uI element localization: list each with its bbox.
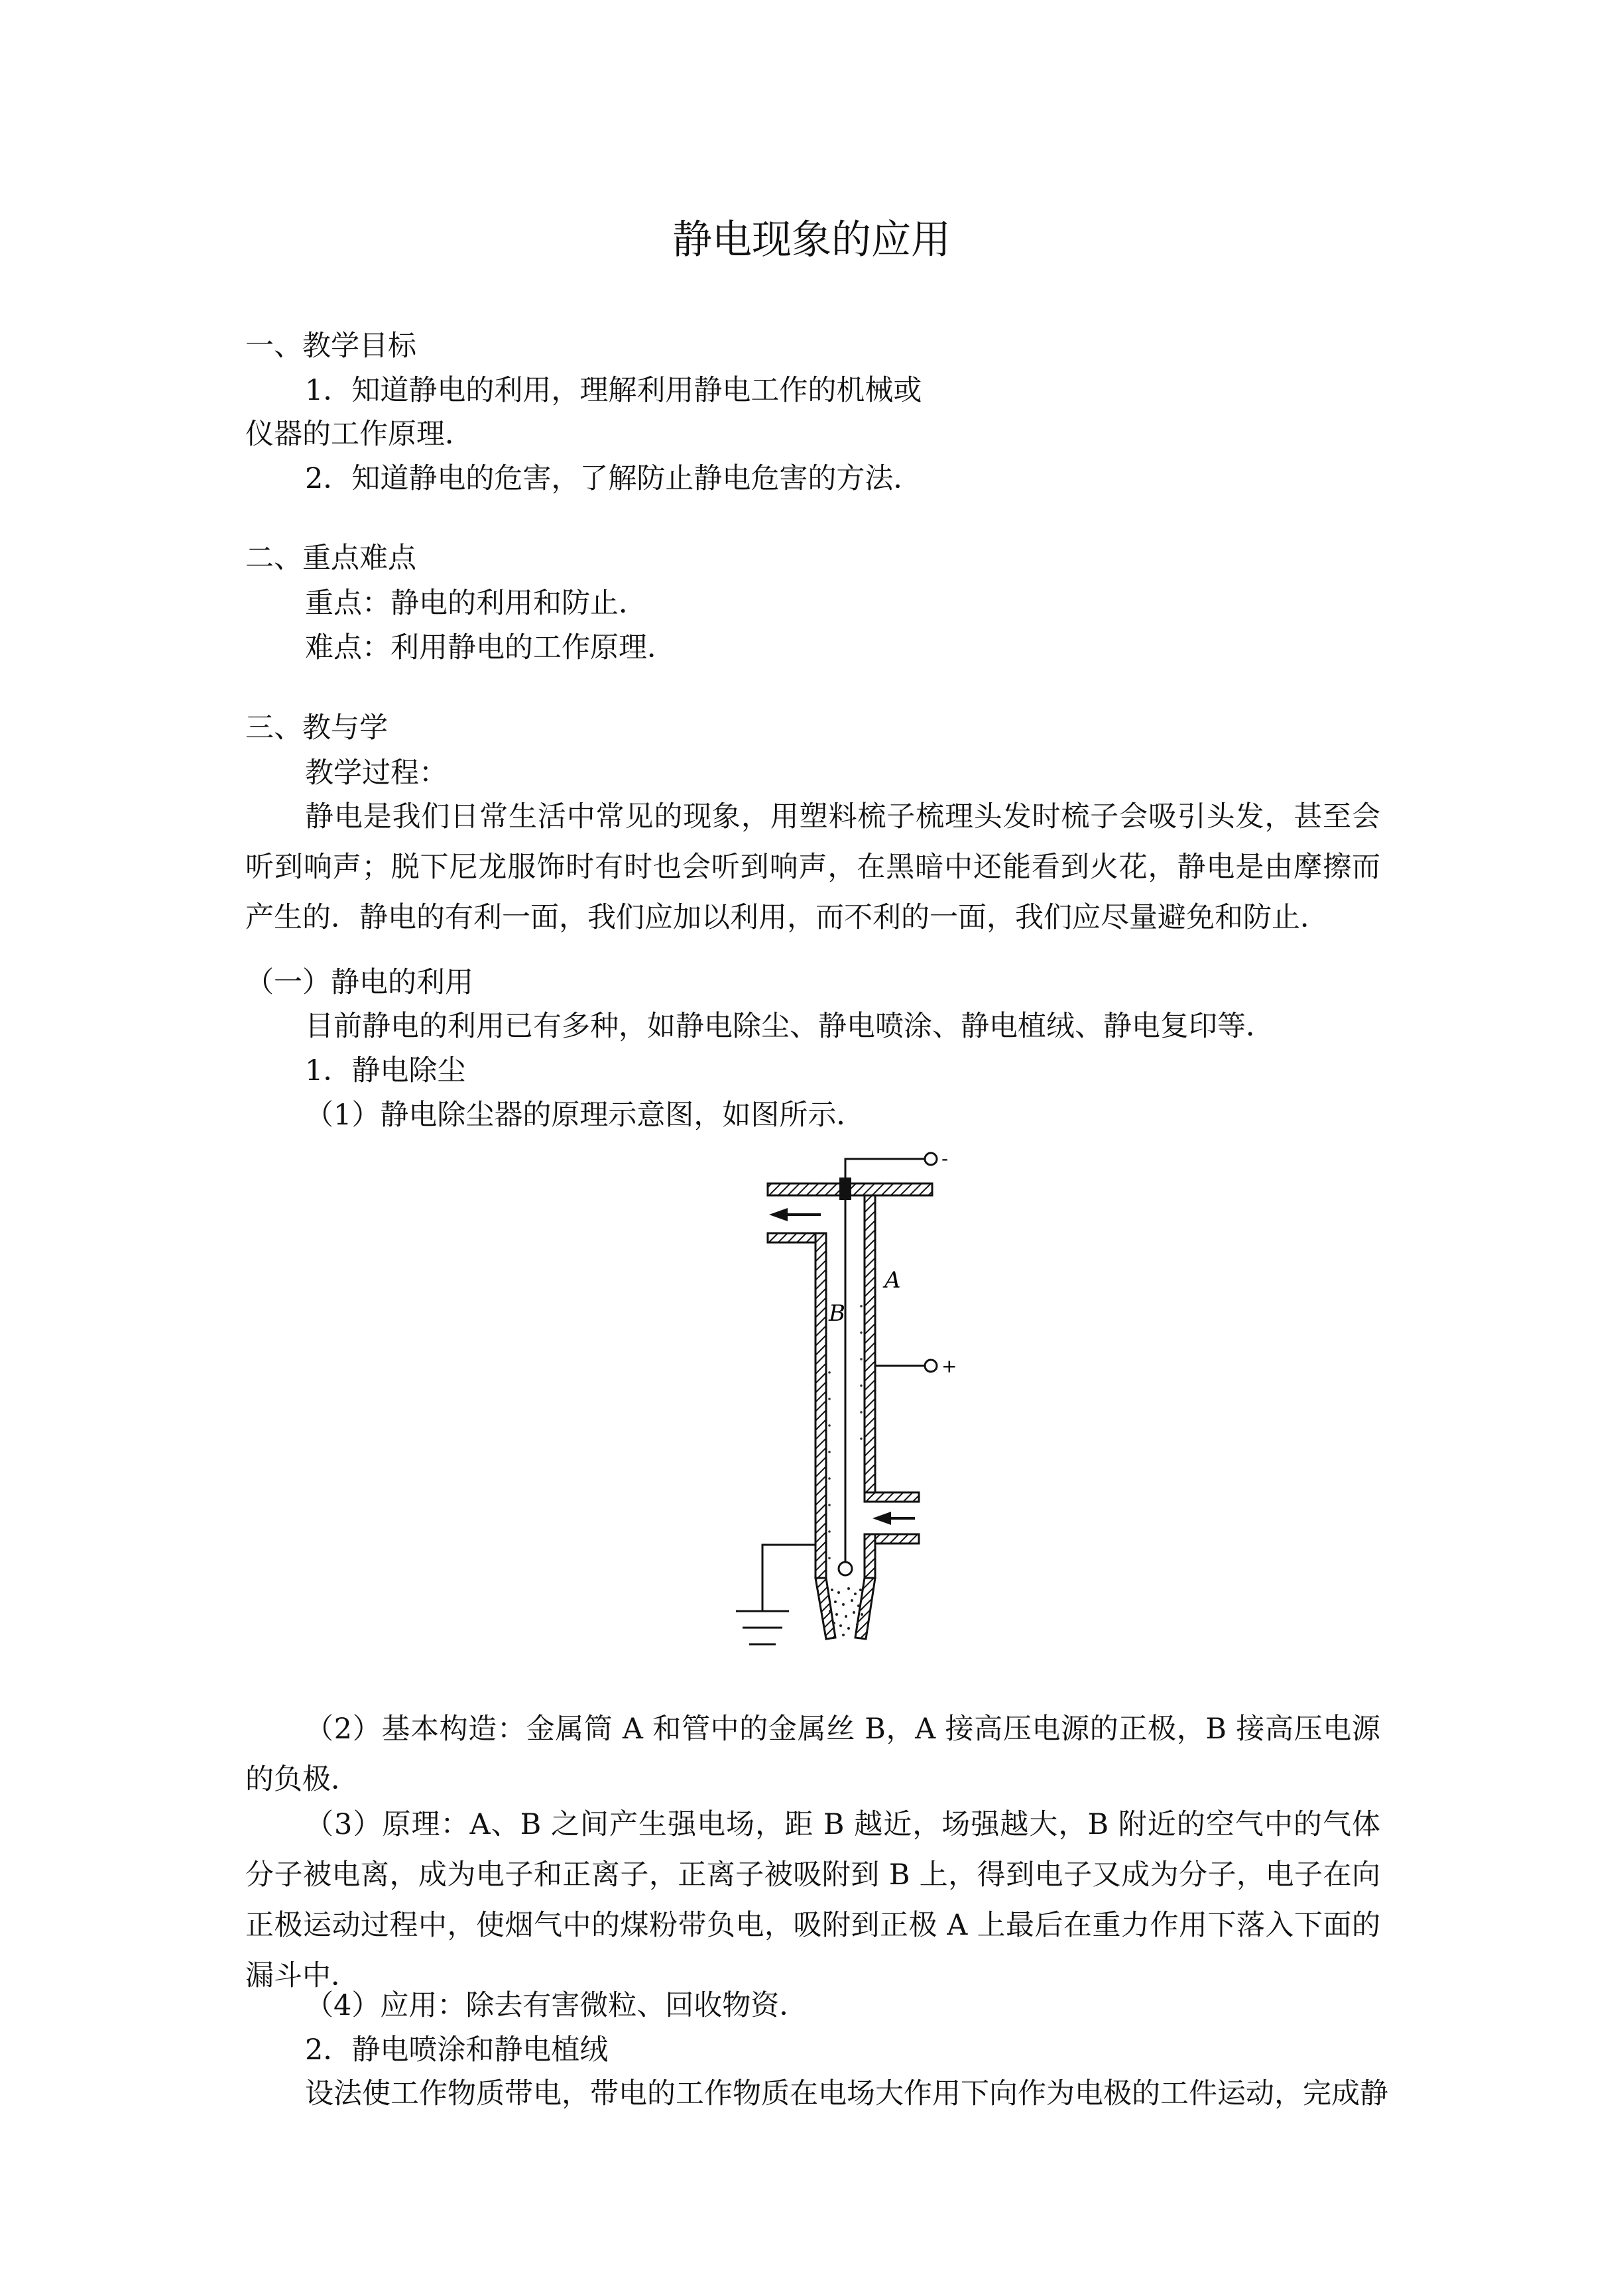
key-point: 重点：静电的利用和防止． bbox=[305, 587, 647, 620]
inlet-upper-plate bbox=[865, 1492, 919, 1502]
intro-paragraph: 静电是我们日常生活中常见的现象，用塑料梳子梳理头发时梳子会吸引头发，甚至会听到响声；脱下尼龙服饰时有时也会听到响声，在黑暗中还能看到火花，静电是由摩擦而产生的．静电的有利一面，我们应加以利用，而不利的一面，我们应尽量避免和防止． bbox=[245, 800, 1380, 934]
label-b: B bbox=[829, 1300, 845, 1327]
structure-paragraph: （2）基本构造：金属筒 A 和管中的金属丝 B，A 接高压电源的正极，B 接高压电源的负极． bbox=[245, 1713, 1380, 1796]
subheading-spraying: 2．静电喷涂和静电植绒 bbox=[305, 2033, 609, 2067]
wire-weight bbox=[839, 1562, 852, 1575]
outlet-arrow-icon bbox=[769, 1208, 788, 1221]
inlet-arrow-icon bbox=[872, 1512, 891, 1525]
positive-terminal bbox=[925, 1360, 937, 1372]
section-heading-keypoints: 二、重点难点 bbox=[245, 542, 416, 575]
section-heading-objectives: 一、教学目标 bbox=[245, 330, 416, 363]
insulator bbox=[839, 1178, 851, 1200]
uses-summary: 目前静电的利用已有多种，如静电除尘、静电喷涂、静电植绒、静电复印等． bbox=[305, 1010, 1274, 1043]
objective-item-1-cont: 仪器的工作原理． bbox=[245, 418, 473, 451]
section-heading-teaching: 三、教与学 bbox=[245, 711, 388, 745]
diagram-intro: （1）静电除尘器的原理示意图，如图所示． bbox=[305, 1099, 865, 1132]
page-title: 静电现象的应用 bbox=[672, 217, 951, 263]
funnel-right bbox=[855, 1578, 875, 1639]
teaching-process-label: 教学过程： bbox=[305, 756, 448, 790]
precipitator-diagram bbox=[723, 1147, 988, 1711]
application-line: （4）应用：除去有害微粒、回收物资． bbox=[305, 1989, 808, 2022]
positive-sign: + bbox=[941, 1355, 957, 1377]
negative-sign: - bbox=[941, 1148, 949, 1170]
principle-paragraph: （3）原理：A、B 之间产生强电场，距 B 越近，场强越大，B 附近的空气中的气体分子被电离，成为电子和正离子，正离子被吸附到 B 上，得到电子又成为分子，电子在向正极运动过程中，使烟气中的煤粉带负电，吸附到正极 A 上最后在重力作用下落入下面的漏斗中． bbox=[245, 1808, 1380, 1992]
ground-wire bbox=[762, 1545, 815, 1611]
objective-item-2: 2．知道静电的危害，了解防止静电危害的方法． bbox=[305, 462, 922, 495]
spraying-text: 设法使工作物质带电，带电的工作物质在电场大作用下向作为电极的工件运动，完成静 bbox=[305, 2077, 1388, 2110]
label-a: A bbox=[884, 1267, 901, 1294]
subheading-dust-removal: 1．静电除尘 bbox=[305, 1054, 466, 1087]
cylinder-left-wall bbox=[815, 1233, 826, 1578]
cylinder-right-wall bbox=[865, 1195, 875, 1492]
difficult-point: 难点：利用静电的工作原理． bbox=[305, 631, 676, 664]
objective-item-1: 1．知道静电的利用，理解利用静电工作的机械或 bbox=[305, 374, 922, 407]
negative-terminal bbox=[925, 1153, 937, 1165]
part-heading-uses: （一）静电的利用 bbox=[245, 966, 473, 999]
funnel-left bbox=[815, 1578, 835, 1639]
